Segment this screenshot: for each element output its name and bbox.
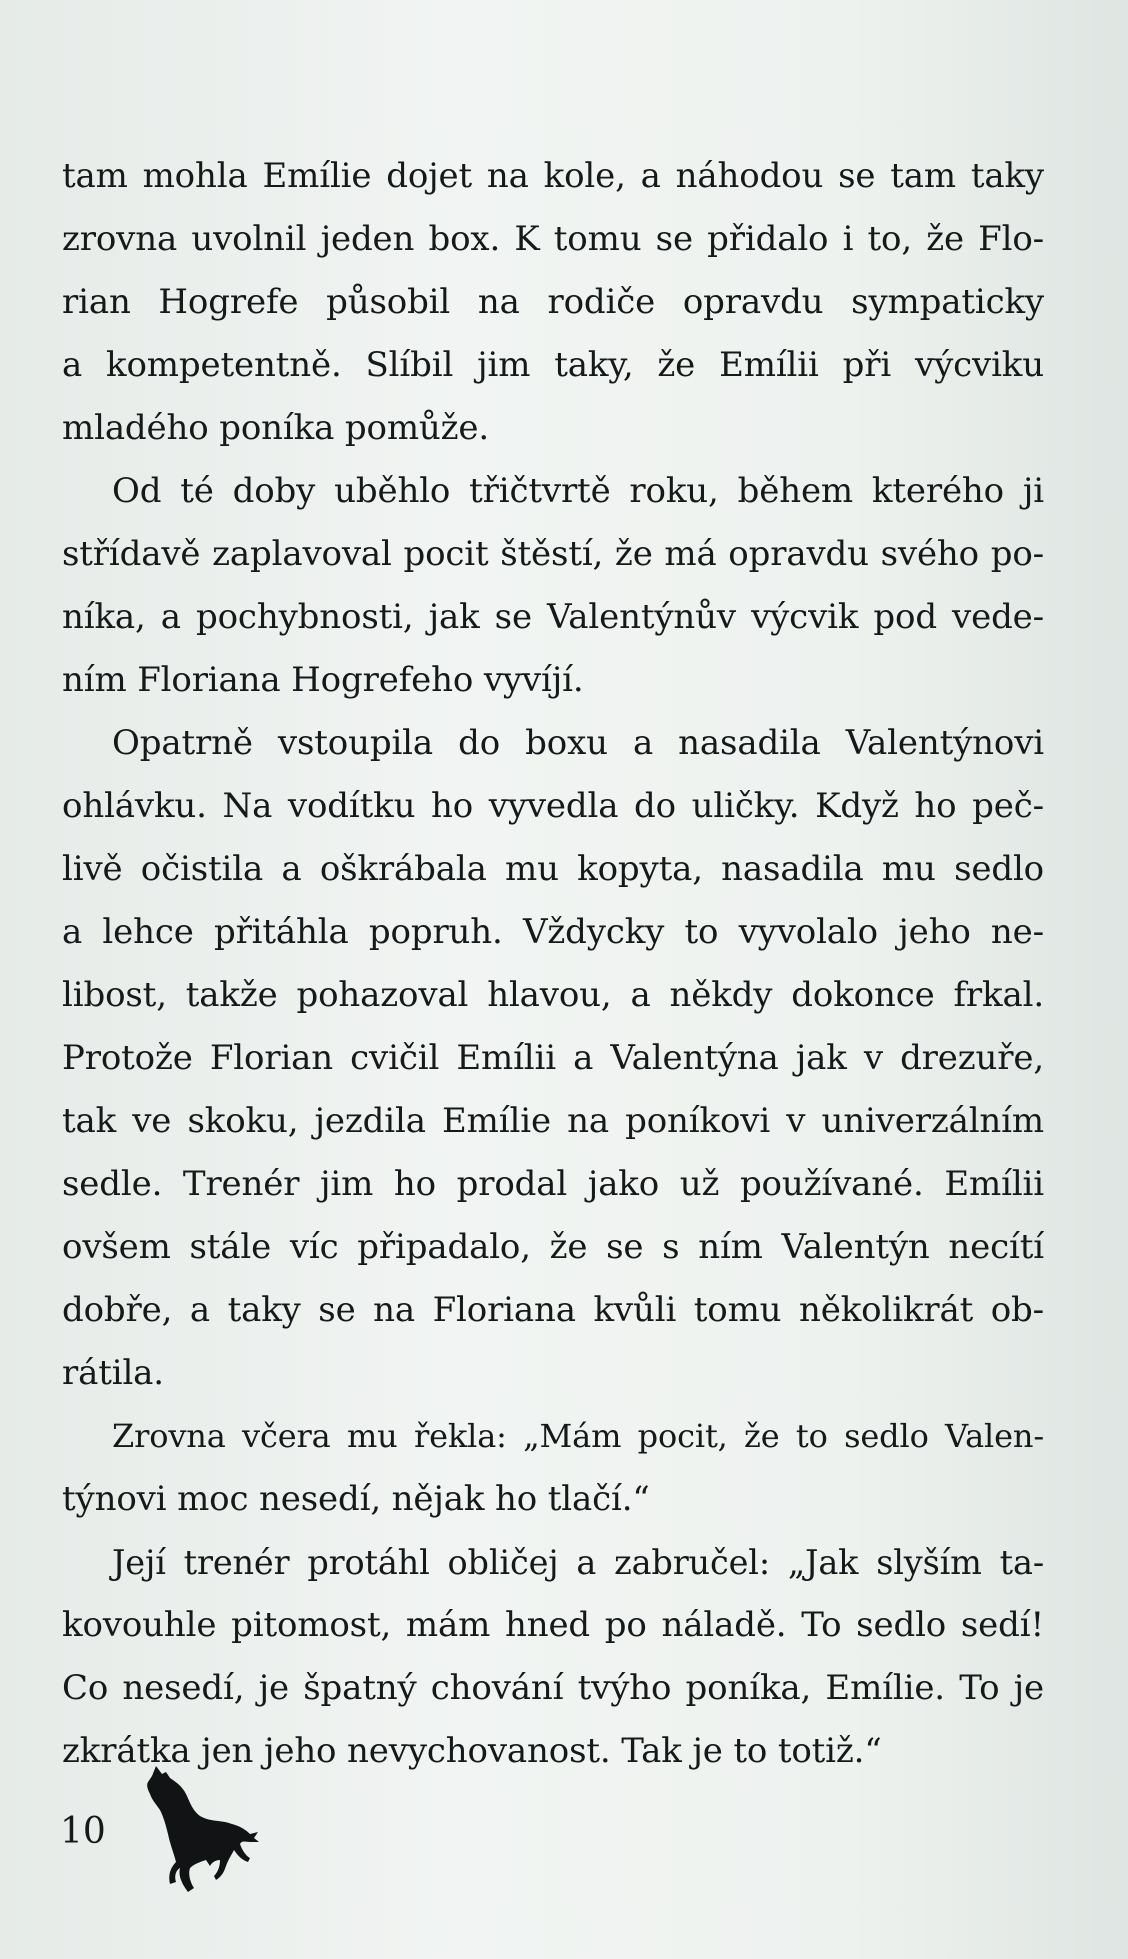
page-number: 10 — [60, 1811, 106, 1852]
text-line: mladého poníka pomůže. — [62, 408, 490, 448]
paragraph — [62, 712, 1044, 1405]
text-line: a kompetentně. Slíbil jim taky, že Emílii při výcviku — [62, 345, 1044, 385]
text-line: kovouhle pitomost, mám hned po náladě. To sedlo sedí! — [62, 1605, 1044, 1645]
text-line: livě očistila a oškrábala mu kopyta, nasadila mu sedlo — [62, 849, 1044, 889]
text-line: sedle. Trenér jim ho prodal jako už používané. Emílii — [62, 1164, 1044, 1204]
paragraph — [62, 460, 1044, 712]
text-line: zrovna uvolnil jeden box. K tomu se přidalo i to, že Flo- — [62, 219, 1044, 259]
text-line: dobře, a taky se na Floriana kvůli tomu několikrát ob- — [62, 1290, 1044, 1330]
paragraph — [62, 1405, 1044, 1531]
text-line: a lehce přitáhla popruh. Vždycky to vyvolalo jeho ne- — [62, 912, 1044, 952]
text-line: Její trenér protáhl obličej a zabručel: „Jak slyším ta- — [112, 1543, 1044, 1582]
horse-icon — [142, 1764, 260, 1894]
text-line: rátila. — [62, 1353, 164, 1393]
text-line: zkrátka jen jeho nevychovanost. Tak je to totiž.“ — [62, 1731, 882, 1771]
text-line: tak ve skoku, jezdila Emílie na poníkovi v univerzálním — [62, 1101, 1044, 1141]
text-line: ohlávku. Na vodítku ho vyvedla do uličky. Když ho peč- — [62, 786, 1044, 826]
text-line: ním Floriana Hogrefeho vyvíjí. — [62, 660, 584, 700]
text-line: Zrovna včera mu řekla: „Mám pocit, že to sedlo Valen- — [112, 1417, 1044, 1455]
text-line: rian Hogrefe působil na rodiče opravdu sympaticky — [62, 282, 1044, 322]
text-line: Opatrně vstoupila do boxu a nasadila Valentýnovi — [112, 723, 1044, 763]
text-line: libost, takže pohazoval hlavou, a někdy dokonce frkal. — [62, 975, 1044, 1015]
body-text — [62, 145, 1044, 1783]
paragraph — [62, 1531, 1044, 1783]
paragraph — [62, 145, 1044, 460]
text-line: Co nesedí, je špatný chování tvýho poníka, Emílie. To je — [62, 1668, 1044, 1708]
text-line: ovšem stále víc připadalo, že se s ním Valentýn necítí — [62, 1227, 1044, 1267]
text-line: Protože Florian cvičil Emílii a Valentýna jak v drezuře, — [62, 1038, 1044, 1078]
text-line: Od té doby uběhlo třičtvrtě roku, během kterého ji — [112, 471, 1044, 511]
text-line: tam mohla Emílie dojet na kole, a náhodou se tam taky — [62, 156, 1044, 196]
text-line: střídavě zaplavoval pocit štěstí, že má opravdu svého po- — [62, 534, 1044, 574]
text-line: níka, a pochybnosti, jak se Valentýnův výcvik pod vede- — [62, 597, 1044, 637]
text-line: týnovi moc nesedí, nějak ho tlačí.“ — [62, 1479, 650, 1519]
